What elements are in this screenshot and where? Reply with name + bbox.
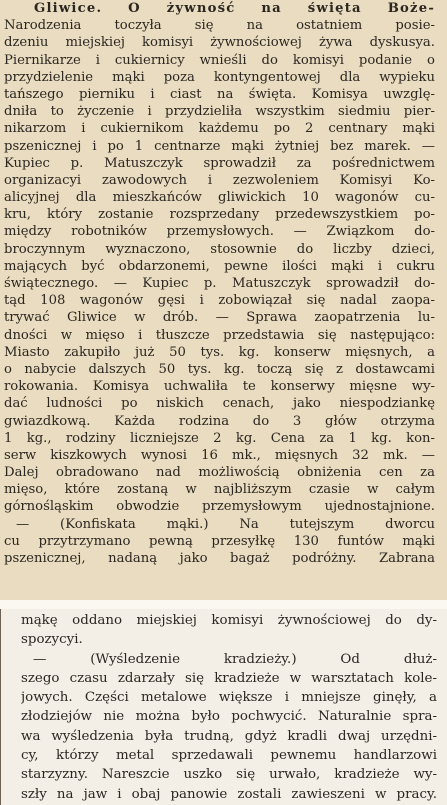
text-line: serw kiszkowych wynosi 16 mk., mięsnych 32 mk. — [4, 447, 435, 463]
section-heading-line: — (Konfiskata mąki.) Na tutejszym dworcu [16, 516, 435, 532]
text-line: trywać Gliwice w drób. — Sprawa zaopatrzenia lu- [4, 310, 435, 326]
text-line: szły na jaw i obaj panowie zostali zawieszeni w pracy. [21, 786, 437, 802]
text-line: tańszego pierniku i ciast na święta. Komisya uwzglę- [4, 86, 435, 102]
text-line: wa wyśledzenia była trudną, gdyż kradli dwaj urzędni- [21, 728, 437, 744]
text-line: alicyjnej dla mieszkańców gliwickich 10 wagonów cu- [4, 190, 435, 206]
text-line: gwiazdkową. Każda rodzina do 3 głów otrzyma [4, 413, 435, 429]
text-line: cy, którzy metal sprzedawali pewnemu handlarzowi [21, 748, 437, 764]
text-line: mających być obdarzonemi, pewne ilości mąki i cukru [4, 258, 435, 274]
text-line: organizacyi zawodowych i zezwoleniem Komisyi Ko- [4, 172, 435, 188]
text-line: cu przytrzymano pewną przesyłkę 130 funtów mąki [4, 533, 435, 549]
text-line: dać ludności po niskich cenach, jako niespodziankę [4, 396, 435, 412]
text-line: 1 kg., rodziny liczniejsze 2 kg. Cena za 1 kg. kon- [4, 430, 435, 446]
text-line: mąkę oddano miejskiej komisyi żywnościowej do dy- [21, 613, 437, 628]
text-line: pszenicznej i po 1 centnarze mąki żytniej bez marek. — [4, 138, 435, 154]
text-line: dzeniu miejskiej komisyi żywnościowej żywa dyskusya. [4, 35, 435, 51]
text-line: Piernikarze i cukiernicy wnieśli do komisyi podanie o [4, 52, 435, 68]
text-line: Kupiec p. Matuszczyk sprowadził za pośrednictwem [4, 155, 435, 171]
text-line: nikarzom i cukiernikom każdemu po 2 centnary mąki [4, 121, 435, 137]
text-line: świątecznego. — Kupiec p. Matuszczyk sprowadził do- [4, 276, 435, 291]
text-line: Dalej obradowano nad możliwością obniżenia cen za [4, 465, 435, 481]
text-line: tąd 108 wagonów gęsi i zobowiązał się nadal zaopa- [4, 293, 435, 309]
text-line: pszenicznej, nadaną jako bagaż podróżny. Zabrana [4, 551, 435, 566]
text-line: szego czasu zdarzały się kradzieże w warsztatach kole- [21, 670, 437, 686]
text-line: mięso, które zostaną w najbliższym czasie w całym [4, 482, 435, 498]
text-line: dniła to życzenie i przydzieliła wszystkim siedmiu pier- [4, 104, 435, 120]
text-line: starzyzny. Nareszcie uszko się urwało, kradzieże wy- [21, 767, 437, 783]
clipping-separator [0, 600, 447, 609]
text-line: między robotników przemysłowych. — Związkom do- [4, 224, 435, 240]
text-line: dności w mięso i tłuszcze przedstawia się następująco: [4, 327, 435, 343]
text-line: o nabycie dalszych 50 tys. kg. toczą się z dostawcami [4, 361, 435, 377]
text-line: kru, który zostanie rozsprzedany przedewszystkiem po- [4, 207, 435, 223]
text-line: Miasto zakupiło już 50 tys. kg. konserw mięsnych, a [4, 344, 435, 360]
text-line: Gliwice. O żywność na święta Boże- [34, 1, 435, 16]
text-line: jowych. Części metalowe większe i mniejsze ginęły, a [21, 690, 437, 706]
text-line: górnośląskim obwodzie przemysłowym ujednostajnione. [4, 499, 435, 515]
text-line: rokowania. Komisya uchwaliła te konserwy mięsne wy- [4, 379, 435, 395]
text-line: złodziejów nie można było pochwycić. Naturalnie spra- [21, 709, 437, 725]
newspaper-clipping-bottom [0, 609, 447, 805]
text-line: spozycyi. [21, 632, 83, 648]
text-line: przydzielenie mąki poza kontyngentowej dla wypieku [4, 69, 435, 85]
section-heading-line: — (Wyśledzenie kradzieży.) Od dłuż- [33, 651, 437, 667]
text-line: Narodzenia toczyła się na ostatniem posie- [4, 18, 435, 34]
text-line: broczynnym wyznaczono, stosownie do liczby dzieci, [4, 241, 435, 257]
